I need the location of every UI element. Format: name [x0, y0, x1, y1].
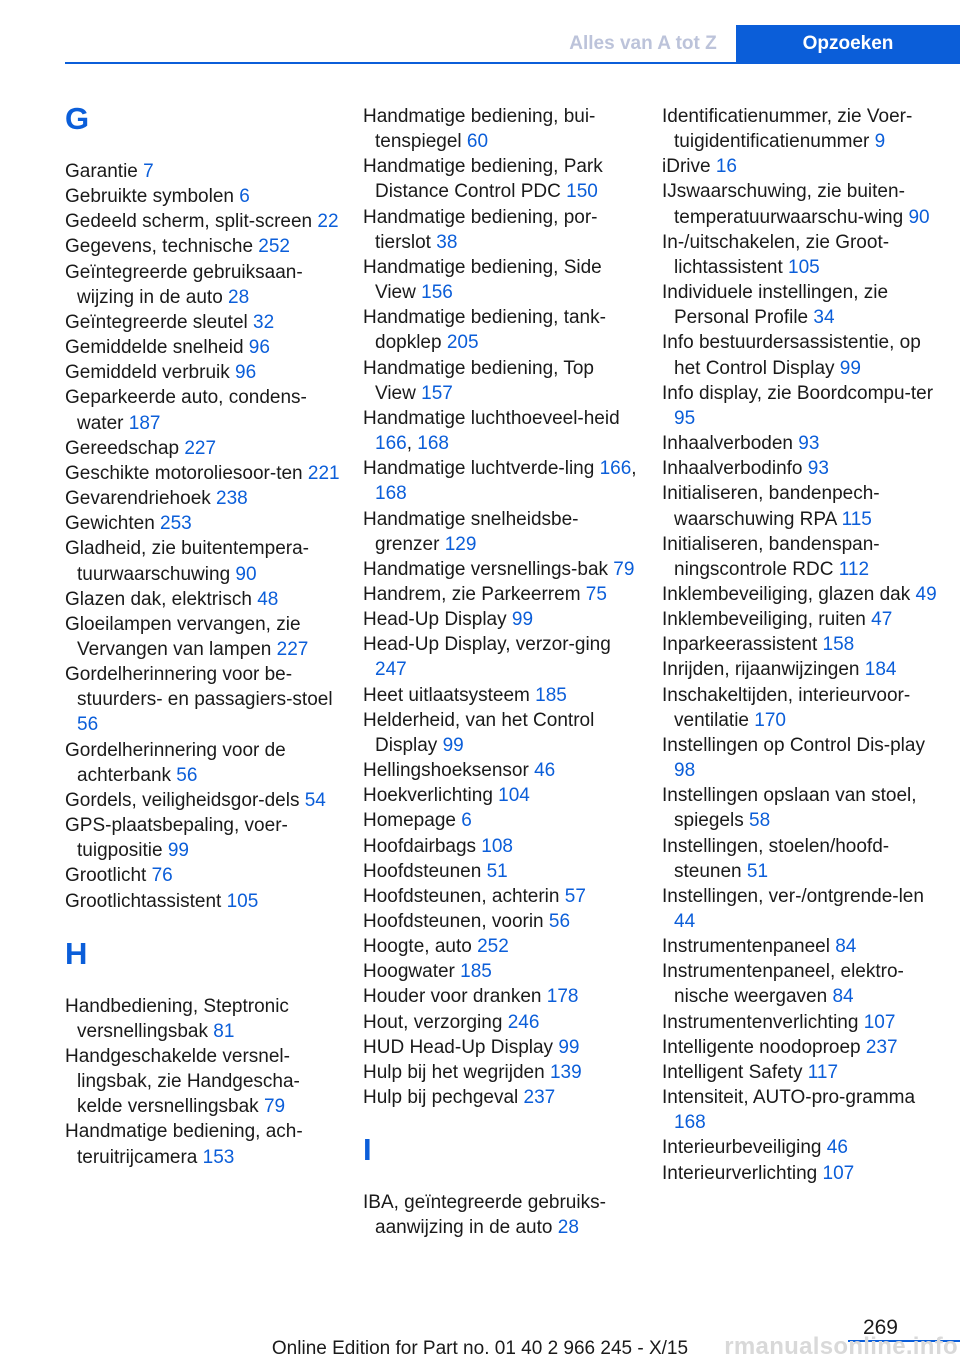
- index-entry: [65, 813, 340, 863]
- page-link[interactable]: 238: [216, 488, 248, 510]
- entry-term: Geschikte motoroliesoor‐ten: [65, 462, 308, 484]
- index-entry: [363, 683, 638, 708]
- entry-term: Inrijden, rijaanwijzingen: [662, 659, 865, 681]
- index-entry: [363, 708, 638, 758]
- page-link[interactable]: 205: [446, 332, 479, 354]
- entry-term: Initialiseren, bandenpech‐waarschuwing RPA: [662, 483, 880, 530]
- entry-term: Inschakeltijden, interieurvoor‐ventilatie: [662, 684, 911, 731]
- page-link[interactable]: 178: [546, 986, 579, 1008]
- entry-term: Inhaalverboden: [662, 433, 799, 455]
- entry-term: Geïntegreerde sleutel: [65, 311, 254, 333]
- page-link[interactable]: 105: [788, 256, 820, 278]
- entry-term: Gladheid, zie buitentempera‐tuurwaarschuwing: [65, 538, 309, 585]
- entry-term: Helderheid, van het Control Display: [363, 709, 595, 756]
- page-link[interactable]: 98: [674, 760, 696, 782]
- entry-term: Handmatige bediening, Top View: [363, 357, 594, 404]
- page-link[interactable]: 46: [534, 760, 556, 782]
- index-entry: [363, 356, 638, 406]
- index-column-2: [363, 104, 638, 1241]
- entry-term: Inparkeerassistent: [662, 634, 823, 656]
- index-entry: [363, 255, 638, 305]
- entry-term: Gegevens, technische: [65, 236, 259, 258]
- page-link[interactable]: 56: [548, 911, 571, 932]
- page-link[interactable]: 7: [143, 161, 154, 182]
- page-link[interactable]: 57: [564, 885, 586, 907]
- index-entry: [363, 758, 638, 783]
- entry-term: Individuele instellingen, zie Personal Profile: [662, 282, 889, 329]
- entry-term: Instellingen opslaan van stoel, spiegels: [662, 785, 917, 832]
- page-link[interactable]: 105: [226, 890, 259, 912]
- index-entry: [65, 335, 340, 360]
- index-entry: [363, 406, 638, 456]
- page-link[interactable]: 90: [908, 206, 930, 228]
- page-link[interactable]: 104: [498, 785, 530, 807]
- page-link[interactable]: 99: [558, 1036, 580, 1058]
- index-entry: [662, 104, 938, 154]
- entry-term: Gloeilampen vervangen, zie Vervangen van lampen: [65, 613, 301, 660]
- section-letter: G: [65, 101, 90, 136]
- entry-term: Gebruikte symbolen: [65, 186, 240, 208]
- page-link[interactable]: 108: [481, 835, 513, 857]
- entry-term: Hoofdsteunen, voorin: [363, 911, 549, 932]
- index-entry: [363, 507, 638, 557]
- page-link[interactable]: 168: [375, 483, 407, 505]
- page-link[interactable]: 117: [807, 1061, 839, 1083]
- page-link[interactable]: 221: [307, 462, 340, 484]
- entry-term: Intelligent Safety: [662, 1061, 808, 1083]
- index-entry: [662, 481, 938, 531]
- index-entry: [65, 184, 340, 209]
- index-entry: [65, 612, 340, 662]
- index-entry: [363, 154, 638, 204]
- index-entry: [65, 511, 340, 536]
- index-entry: [662, 783, 938, 833]
- entry-term: Info bestuurdersassistentie, op het Control Display: [662, 332, 921, 379]
- index-entry: [363, 1010, 638, 1035]
- index-entry: [363, 834, 638, 859]
- index-entry: [65, 310, 340, 335]
- index-entry: [363, 632, 638, 682]
- entry-term: Interieurverlichting: [662, 1162, 823, 1184]
- index-entry: [363, 1035, 638, 1060]
- index-entry: [662, 632, 938, 657]
- page-link[interactable]: 237: [523, 1087, 556, 1109]
- entry-term: Info display, zie Boordcompu‐ter: [662, 382, 934, 404]
- entry-term: Gedeeld scherm, split‐screen: [65, 211, 318, 233]
- entry-term: GPS-plaatsbepaling, voer‐tuigpositie: [65, 815, 288, 862]
- entry-term: Hoofdsteunen, achterin: [363, 885, 565, 907]
- index-entry: [65, 234, 340, 259]
- page-link[interactable]: 99: [511, 609, 534, 631]
- entry-term: Heet uitlaatsysteem: [363, 684, 536, 706]
- entry-term: Homepage: [363, 810, 462, 832]
- entry-term: Hout, verzorging: [363, 1011, 508, 1033]
- page-link[interactable]: 96: [248, 337, 270, 359]
- page-separator: ,: [406, 433, 418, 455]
- entry-term: Handmatige luchtverde‐ling: [363, 458, 600, 480]
- index-entry: [363, 909, 638, 934]
- page-link[interactable]: 99: [839, 357, 861, 379]
- index-entry: [662, 884, 938, 934]
- entry-term: Handmatige bediening, ach‐teruitrijcamera: [65, 1121, 303, 1168]
- entry-term: Initialiseren, bandenspan‐ningscontrole RDC: [662, 533, 880, 580]
- index-entry: [662, 1035, 938, 1060]
- page-link[interactable]: 46: [826, 1137, 848, 1159]
- index-entry: [662, 934, 938, 959]
- entry-term: Inhaalverbodinfo: [662, 458, 808, 480]
- page-link[interactable]: 16: [715, 156, 737, 178]
- page-link[interactable]: 6: [461, 810, 472, 832]
- page-link[interactable]: 237: [865, 1036, 898, 1058]
- header-tabs: [550, 25, 960, 62]
- index-entry: [65, 385, 340, 435]
- entry-term: Instrumentenpaneel, elektro‐nische weergaven: [662, 961, 904, 1008]
- entry-term: Gewichten: [65, 513, 161, 535]
- page-link[interactable]: 60: [466, 131, 489, 153]
- entry-term: Geparkeerde auto, condens‐water: [65, 387, 307, 434]
- index-entry: [363, 104, 638, 154]
- index-entry: [363, 205, 638, 255]
- page-link[interactable]: 168: [417, 433, 449, 455]
- page-link[interactable]: 185: [535, 684, 567, 706]
- index-entry: [65, 159, 340, 184]
- index-entry: [65, 1119, 340, 1169]
- page-link[interactable]: 185: [460, 961, 492, 983]
- index-entry: [662, 1135, 938, 1160]
- index-entry: [363, 808, 638, 833]
- section-tab[interactable]: Alles van A tot Z: [569, 32, 717, 54]
- page-link[interactable]: 79: [263, 1096, 286, 1118]
- page-link[interactable]: 252: [477, 936, 509, 958]
- entry-term: Identificatienummer, zie Voer‐tuigidentificatienummer: [662, 106, 913, 153]
- index-entry: [662, 431, 938, 456]
- page-link[interactable]: 9: [874, 131, 886, 153]
- page-link[interactable]: 93: [798, 433, 820, 455]
- page-link[interactable]: 49: [915, 583, 937, 605]
- index-entry: [363, 934, 638, 959]
- entry-term: Hoofdsteunen: [363, 860, 487, 882]
- entry-term: Handmatige bediening, Side View: [363, 256, 602, 304]
- page-link[interactable]: 168: [674, 1112, 706, 1134]
- index-entry: [65, 486, 340, 511]
- page-link[interactable]: 95: [674, 407, 696, 429]
- page-link[interactable]: 246: [507, 1011, 540, 1033]
- page-link[interactable]: 28: [228, 286, 250, 308]
- index-entry: [65, 1044, 340, 1119]
- index-entry: [662, 959, 938, 1009]
- page-link[interactable]: 170: [754, 709, 786, 731]
- entry-term: Handmatige bediening, Park Distance Control PDC: [363, 156, 603, 203]
- entry-term: Handmatige bediening, bui‐tenspiegel: [363, 106, 596, 153]
- page-link[interactable]: 56: [176, 764, 198, 786]
- index-entry: [662, 834, 938, 884]
- page-link[interactable]: 99: [167, 840, 189, 862]
- entry-term: In-/uitschakelen, zie Groot‐lichtassistent: [662, 231, 890, 278]
- page-link[interactable]: 76: [151, 865, 173, 887]
- index-entry: [662, 683, 938, 733]
- watermark-text: rmanualsonline.info: [724, 1333, 958, 1360]
- page-link[interactable]: 99: [442, 734, 464, 756]
- page-link[interactable]: 115: [841, 508, 872, 530]
- entry-term: Handbediening, Steptronic versnellingsbak: [65, 995, 289, 1042]
- index-entry: [65, 536, 340, 586]
- entry-term: Grootlicht: [65, 865, 152, 887]
- index-entry: [363, 456, 638, 506]
- page-link[interactable]: 48: [257, 588, 279, 610]
- page-link[interactable]: 158: [822, 634, 855, 656]
- index-entry: [65, 360, 340, 385]
- page-link[interactable]: 187: [128, 412, 161, 434]
- index-entry: [662, 1085, 938, 1135]
- entry-term: Inklembeveiliging, ruiten: [662, 609, 872, 631]
- index-entry: [363, 984, 638, 1009]
- entry-term: Head-Up Display: [363, 609, 512, 631]
- page-link[interactable]: 44: [674, 911, 696, 932]
- entry-term: Handgeschakelde versnel‐lingsbak, zie Handgescha‐kelde versnellingsbak: [65, 1046, 300, 1118]
- index-entry: [662, 657, 938, 682]
- entry-term: Handmatige versnellings‐bak: [363, 558, 614, 580]
- entry-term: Instrumentenpaneel: [662, 936, 836, 958]
- index-entry: [662, 154, 938, 179]
- header-rule: [65, 62, 960, 64]
- index-entry: [662, 582, 938, 607]
- entry-term: iDrive: [662, 156, 716, 178]
- page-link[interactable]: 150: [566, 181, 598, 203]
- page-link[interactable]: 139: [549, 1061, 582, 1083]
- entry-term: Handmatige luchthoeveel‐heid: [363, 407, 620, 429]
- entry-term: Hellingshoeksensor: [363, 760, 535, 782]
- page-link[interactable]: 153: [202, 1146, 235, 1168]
- index-entry: [662, 330, 938, 380]
- entry-term: Intensiteit, AUTO-pro‐gramma: [662, 1087, 916, 1109]
- entry-term: Houder voor dranken: [363, 986, 547, 1008]
- page-link[interactable]: 166: [599, 458, 632, 480]
- page-link[interactable]: 84: [835, 936, 857, 958]
- index-entry: [363, 859, 638, 884]
- index-entry: [363, 607, 638, 632]
- entry-term: Interieurbeveiliging: [662, 1137, 827, 1159]
- page-link[interactable]: 107: [863, 1011, 896, 1033]
- index-entry: [363, 1060, 638, 1085]
- entry-term: Instellingen op Control Dis‐play: [662, 734, 925, 756]
- entry-term: Instellingen, stoelen/hoofd‐steunen: [662, 835, 890, 882]
- entry-term: IJswaarschuwing, zie buiten‐temperatuurwaarschu‐wing: [662, 181, 909, 228]
- entry-term: Gordelherinnering voor be‐stuurders- en passagiers‐stoel: [65, 664, 333, 711]
- entry-term: Handmatige bediening, tank‐dopklep: [363, 307, 606, 354]
- entry-term: Gemiddeld verbruik: [65, 362, 236, 384]
- page-link[interactable]: 51: [486, 860, 508, 882]
- index-entry: [662, 179, 938, 229]
- index-entry: [65, 738, 340, 788]
- index-entry: [65, 587, 340, 612]
- index-entry: [65, 889, 340, 914]
- entry-term: Gereedschap: [65, 437, 185, 459]
- entry-term: Hulp bij het wegrijden: [363, 1061, 550, 1083]
- entry-term: Hoogwater: [363, 961, 461, 983]
- index-entry: [363, 884, 638, 909]
- page-number: 269: [862, 1316, 898, 1339]
- index-entry: [662, 1060, 938, 1085]
- page-link[interactable]: 28: [557, 1217, 579, 1239]
- index-entry: [662, 456, 938, 481]
- page-separator: ,: [631, 458, 637, 480]
- page-link[interactable]: 6: [239, 186, 250, 208]
- index-entry: [363, 783, 638, 808]
- entry-term: Hoekverlichting: [363, 785, 499, 807]
- index-entry: [363, 959, 638, 984]
- page-link[interactable]: 47: [871, 609, 893, 631]
- page-link[interactable]: 247: [375, 659, 407, 681]
- index-column-1: [65, 101, 340, 1170]
- index-entry: [363, 305, 638, 355]
- page-link[interactable]: 34: [813, 307, 835, 329]
- entry-term: HUD Head-Up Display: [363, 1036, 559, 1058]
- section-letter: H: [65, 935, 88, 971]
- entry-term: Glazen dak, elektrisch: [65, 588, 258, 610]
- page-link[interactable]: 156: [421, 282, 453, 304]
- page-link[interactable]: 75: [585, 583, 607, 605]
- entry-term: Handrem, zie Parkeerrem: [363, 583, 586, 605]
- page-link[interactable]: 54: [304, 789, 326, 811]
- entry-term: Hoofdairbags: [363, 835, 482, 857]
- entry-term: Handmatige snelheidsbe‐grenzer: [363, 508, 579, 555]
- entry-term: Instrumentenverlichting: [662, 1011, 864, 1033]
- index-entry: [363, 557, 638, 582]
- page-link[interactable]: 58: [749, 810, 771, 832]
- page-link[interactable]: 166: [375, 433, 407, 455]
- entry-term: Hulp bij pechgeval: [363, 1087, 524, 1109]
- index-column-3: [662, 104, 938, 1186]
- page-link[interactable]: 32: [253, 311, 275, 333]
- index-entry: [65, 436, 340, 461]
- index-entry: [65, 662, 340, 737]
- page-link[interactable]: 38: [436, 231, 458, 253]
- entry-term: Gordels, veiligheidsgor‐dels: [65, 789, 305, 811]
- index-entry: [662, 532, 938, 582]
- page-link[interactable]: 22: [317, 211, 339, 233]
- page-link[interactable]: 112: [838, 558, 870, 580]
- index-entry: [65, 788, 340, 813]
- page-link[interactable]: 253: [160, 513, 192, 535]
- index-entry: [65, 260, 340, 310]
- entry-term: Inklembeveiliging, glazen dak: [662, 583, 916, 605]
- page-link[interactable]: 107: [822, 1162, 855, 1184]
- page-link[interactable]: 93: [807, 458, 829, 480]
- entry-term: IBA, geïntegreerde gebruiks‐aanwijzing in de auto: [363, 1192, 606, 1239]
- index-entry: [65, 209, 340, 234]
- entry-term: Gevarendriehoek: [65, 488, 217, 510]
- index-entry: [662, 280, 938, 330]
- page-link[interactable]: 79: [613, 558, 635, 580]
- active-tab[interactable]: Opzoeken: [736, 25, 960, 62]
- page-link[interactable]: 90: [235, 563, 257, 585]
- index-entry: [65, 994, 340, 1044]
- index-entry: [363, 582, 638, 607]
- page-link[interactable]: 51: [746, 860, 769, 882]
- page-link[interactable]: 96: [235, 362, 257, 384]
- index-entry: [662, 1161, 938, 1186]
- page-link[interactable]: 84: [832, 986, 854, 1008]
- page-link[interactable]: 252: [258, 236, 290, 258]
- edition-text: Online Edition for Part no. 01 40 2 966 245 - X/15: [271, 1338, 689, 1359]
- entry-term: Gemiddelde snelheid: [65, 337, 249, 359]
- entry-term: Grootlichtassistent: [65, 890, 227, 912]
- page-link[interactable]: 157: [421, 382, 453, 404]
- page-link[interactable]: 56: [77, 714, 99, 736]
- entry-term: Handmatige bediening, por‐tierslot: [363, 206, 598, 253]
- entry-term: Hoogte, auto: [363, 936, 478, 958]
- page-link[interactable]: 81: [213, 1020, 235, 1042]
- index-entry: [662, 607, 938, 632]
- entry-term: Instellingen, ver-/ontgrende‐len: [662, 885, 924, 907]
- index-entry: [363, 1190, 638, 1240]
- page-link[interactable]: 129: [444, 533, 477, 555]
- index-entry: [65, 863, 340, 888]
- entry-term: Garantie: [65, 161, 144, 182]
- page-link[interactable]: 227: [276, 638, 309, 660]
- entry-term: Geïntegreerde gebruiksaan‐wijzing in de auto: [65, 261, 303, 308]
- index-entry: [662, 381, 938, 431]
- index-entry: [65, 461, 340, 486]
- page-link[interactable]: 184: [864, 659, 897, 681]
- index-entry: [363, 1085, 638, 1110]
- entry-term: Head-Up Display, verzor‐ging: [363, 634, 611, 656]
- index-entry: [662, 230, 938, 280]
- index-entry: [662, 1010, 938, 1035]
- entry-term: Gordelherinnering voor de achterbank: [65, 739, 286, 786]
- entry-term: Intelligente noodoproep: [662, 1036, 866, 1058]
- index-entry: [662, 733, 938, 783]
- page-link[interactable]: 227: [184, 437, 217, 459]
- section-letter: I: [363, 1132, 372, 1168]
